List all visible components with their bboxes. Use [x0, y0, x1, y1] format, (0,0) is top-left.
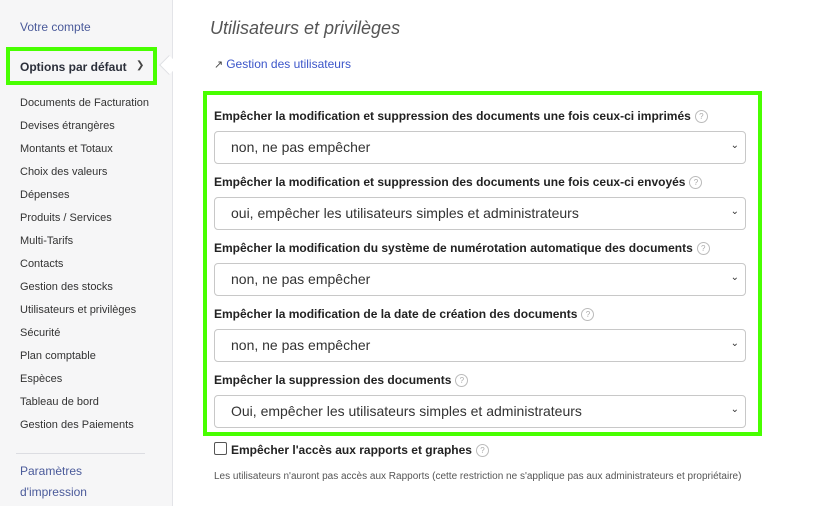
- sidebar-item-multi-tarifs[interactable]: Multi-Tarifs: [20, 235, 74, 247]
- chevron-down-icon: ❯: [136, 60, 145, 71]
- select-value: non, ne pas empêcher: [231, 271, 371, 287]
- sidebar-item-utilisateurs[interactable]: Utilisateurs et privilèges: [20, 304, 137, 316]
- sidebar-item-gestion-paiements[interactable]: Gestion des Paiements: [20, 419, 134, 431]
- page-title: Utilisateurs et privilèges: [210, 18, 401, 38]
- help-icon[interactable]: ?: [476, 444, 489, 457]
- field-label-text: Empêcher la suppression des documents: [214, 373, 452, 387]
- sidebar-link-parametres-impression[interactable]: Paramètres: [20, 464, 83, 478]
- chevron-down-icon: ⌄: [730, 272, 739, 283]
- select-value: Oui, empêcher les utilisateurs simples et administrateurs: [231, 403, 582, 419]
- select-suppression[interactable]: [214, 395, 746, 428]
- sidebar-item-contacts[interactable]: Contacts: [20, 258, 64, 270]
- sidebar-link-parametres-impression-line2[interactable]: d'impression: [20, 485, 87, 499]
- sidebar-link-votre-compte[interactable]: Votre compte: [20, 20, 91, 34]
- field-label-text: Empêcher la modification du système de numérotation automatique des documents: [214, 241, 693, 255]
- help-icon[interactable]: ?: [455, 374, 468, 387]
- help-icon[interactable]: ?: [581, 308, 594, 321]
- sidebar-item-especes[interactable]: Espèces: [20, 373, 63, 385]
- chevron-down-icon: ⌄: [730, 338, 739, 349]
- reports-checkbox-label-text: Empêcher l'accès aux rapports et graphes: [231, 443, 472, 457]
- sidebar-item-securite[interactable]: Sécurité: [20, 327, 61, 339]
- chevron-down-icon: ⌄: [730, 404, 739, 415]
- field-label-suppression: [214, 373, 468, 387]
- sidebar-section-label: Options par défaut: [20, 60, 127, 74]
- reports-note: Les utilisateurs n'auront pas accès aux Rapports (cette restriction ne s'applique pas aux administrateurs et propriétaire): [214, 471, 742, 482]
- help-icon[interactable]: ?: [695, 110, 708, 123]
- field-label-text: Empêcher la modification et suppression des documents une fois ceux-ci envoyés: [214, 175, 686, 189]
- sidebar-item-gestion-stocks[interactable]: Gestion des stocks: [20, 281, 113, 293]
- select-value: oui, empêcher les utilisateurs simples et administrateurs: [231, 205, 579, 221]
- select-value: non, ne pas empêcher: [231, 337, 371, 353]
- sidebar: [0, 0, 173, 506]
- sidebar-item-devises[interactable]: Devises étrangères: [20, 120, 115, 132]
- field-label-date-creation: [214, 307, 594, 321]
- field-label-envoyes: [214, 175, 702, 189]
- select-numerotation[interactable]: [214, 263, 746, 296]
- chevron-down-icon: ⌄: [730, 206, 739, 217]
- field-label-text: Empêcher la modification de la date de création des documents: [214, 307, 578, 321]
- sidebar-item-documents-facturation[interactable]: Documents de Facturation: [20, 97, 150, 109]
- chevron-down-icon: ⌄: [730, 140, 739, 151]
- select-imprimes[interactable]: [214, 131, 746, 164]
- field-label-imprimes: [214, 109, 708, 123]
- user-management-link[interactable]: [214, 57, 351, 71]
- help-icon[interactable]: ?: [689, 176, 702, 189]
- external-link-icon: ↗: [214, 59, 224, 71]
- sidebar-item-depenses[interactable]: Dépenses: [20, 189, 70, 201]
- sidebar-item-produits-services[interactable]: Produits / Services: [20, 212, 112, 224]
- select-envoyes[interactable]: [214, 197, 746, 230]
- reports-checkbox-label[interactable]: [231, 443, 489, 457]
- user-management-link-label: Gestion des utilisateurs: [226, 57, 351, 71]
- sidebar-divider: [16, 453, 145, 454]
- select-date-creation[interactable]: [214, 329, 746, 362]
- sidebar-item-tableau-bord[interactable]: Tableau de bord: [20, 396, 99, 408]
- field-label-numerotation: [214, 241, 710, 255]
- sidebar-item-plan-comptable[interactable]: Plan comptable: [20, 350, 96, 362]
- sidebar-item-montants[interactable]: Montants et Totaux: [20, 143, 113, 155]
- reports-checkbox[interactable]: [214, 442, 227, 455]
- sidebar-item-choix-valeurs[interactable]: Choix des valeurs: [20, 166, 108, 178]
- help-icon[interactable]: ?: [697, 242, 710, 255]
- field-label-text: Empêcher la modification et suppression des documents une fois ceux-ci imprimés: [214, 109, 691, 123]
- select-value: non, ne pas empêcher: [231, 139, 371, 155]
- sidebar-section-options-par-defaut[interactable]: [6, 47, 157, 85]
